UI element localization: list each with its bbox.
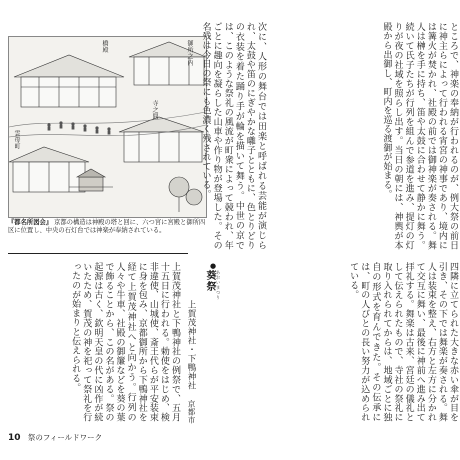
festival-name: 葵祭 [204, 270, 215, 292]
procession-drawing [9, 37, 206, 217]
festival-illustration [8, 36, 207, 218]
body-text-top-left: 次に、人形の舞台では田楽と呼ばれる芸能が演じられ、太鼓や笛のにぎやかな囃子とともに、色とりどりの衣装を着た踊り手が輪を描いて舞う。中世の京では、このような祭礼の風流が町衆によって競われ、年ごとに趣向を凝らした山車や作り物が登場した。その名残は今日の祭にも色濃く残されている。 [200, 22, 266, 250]
illustration-label: 雲母町 [13, 130, 20, 150]
body-text-top-right: ところで、神楽の奉納が行われるのが、例大祭の前日に神主らによって行われる宵宮の神事であり、境内には篝火が焚かれ、社殿の前では御神楽が奏される。舞人は榊を手に持ち、笛や太鼓に合わせて静かに舞う。続いて氏子たちが行列を組んで参道を進み、提灯の灯りが夜の社域を照らし出す。当日の朝には、神輿が本殿から出御し、町内を巡る渡御が始まる。 [381, 22, 458, 250]
page-footer [8, 432, 102, 443]
festival-ruby: あおいまつり [215, 270, 220, 300]
festival-city: 京都市 [187, 400, 196, 424]
caption-source: 『都名所図会』 [8, 219, 53, 226]
illustration-label: 寺之間 [151, 100, 158, 120]
festival-shrines: 上賀茂神社・下鴨神社 [186, 300, 196, 390]
festival-bullet: ● [210, 262, 217, 270]
caption-text: 京都の構造は神殿の塔と回に、六つ宮に宮殿と御所四区に位置し、中央の石灯台では神楽が奉納されている。 [8, 219, 206, 234]
illustration-label: 御所之内 [186, 40, 193, 66]
running-title: 祭のフィールドワーク [27, 433, 103, 442]
section-divider [8, 253, 188, 254]
illustration-label: 橋殿 [101, 40, 108, 53]
page-number: 10 [8, 433, 21, 443]
figure-caption [8, 219, 208, 235]
body-text-bottom-right: 四隣に立てられた大きな赤い傘が目を引き、その下では舞楽が奏される。舞人は装束を整え、右方と左方に分かれて交互に舞い、最後に神前へ進み出て拝礼する。舞楽は古来、宮廷の儀礼として伝えられたもので、寺社の祭礼に取り入れられてからは、地域ごとに独自の形式を育んできた。その伝承には、町の人びとの長い努力が込められている。 [348, 262, 458, 422]
body-text-bottom-left: 上賀茂神社と下鴨神社の例祭で、五月十五日に行われる。勅使をはじめ、検非違使、山城使、斎王代らが平安装束に身を包み、京都御所から下鴨神社を経て上賀茂神社へと向かう。行列の人々や牛車、社殿の御簾などを葵の葉で飾ることから、この名がある。祭の起源は古く、欽明天皇の代に凶作が続いたため、賀茂の神を祀って祭礼を行ったのが始まりと伝えられる。 [70, 262, 180, 422]
